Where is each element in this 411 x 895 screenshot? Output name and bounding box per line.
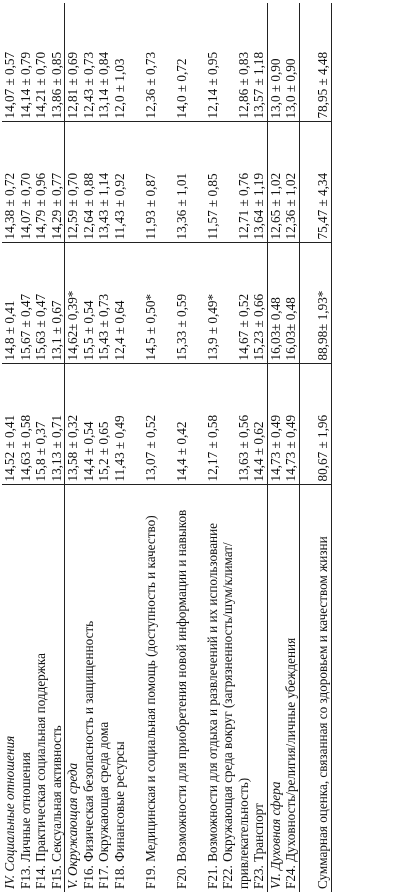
- value-cell-col1: 14,73 ± 0,49: [283, 364, 299, 485]
- value-cell-col1: 13,63 ± 0,56: [220, 364, 251, 485]
- row-label: F13. Личные отношения: [17, 752, 33, 889]
- value-cell-col1: 13,13 ± 0,71: [49, 364, 65, 485]
- value-cell-col3: 12,71 ± 0,76: [220, 122, 251, 243]
- value-cell-col4: 12,81 ± 0,69: [65, 3, 81, 122]
- value-cell-col4: 14,07 ± 0,57: [2, 3, 18, 122]
- value-cell-col3: 14,29 ± 0,77: [49, 122, 65, 243]
- value-cell-col2: 88,98± 1,93*: [299, 243, 331, 364]
- value-cell-col4: 78,95 ± 4,48: [299, 3, 331, 122]
- table-row: [96, 3, 112, 892]
- table-row: [81, 3, 97, 892]
- table-row: [65, 3, 81, 892]
- value-cell-col4: 14,0 ± 0,72: [158, 3, 189, 122]
- row-label: F16. Физическая безопасность и защищенность: [80, 620, 96, 889]
- value-cell-col1: 13,58 ± 0,32: [65, 364, 81, 485]
- value-cell-col4: 12,14 ± 0,95: [189, 3, 220, 122]
- row-label: F15. Сексуальная активность: [48, 725, 64, 889]
- table-row: [189, 3, 220, 892]
- value-cell-col4: 14,21 ± 0,70: [33, 3, 49, 122]
- value-cell-col3: 11,43 ± 0,92: [112, 122, 128, 243]
- table-row: [267, 3, 283, 892]
- value-cell-col4: 13,0 ± 0,90: [267, 3, 283, 122]
- value-cell-col1: 14,73 ± 0,49: [267, 364, 283, 485]
- row-label: F21. Возможности для отдыха и развлечений и их использование: [204, 522, 220, 889]
- value-cell-col2: 14,5 ± 0,50*: [127, 243, 158, 364]
- value-cell-col2: 13,9 ± 0,49*: [189, 243, 220, 364]
- value-cell-col1: 15,8 ± 0,37: [33, 364, 49, 485]
- value-cell-col3: 12,64 ± 0,88: [81, 122, 97, 243]
- value-cell-col1: 14,52 ± 0,41: [2, 364, 18, 485]
- quality-of-life-table: [2, 3, 332, 892]
- value-cell-col2: 14,62± 0,39*: [65, 243, 81, 364]
- value-cell-col4: 13,86 ± 0,85: [49, 3, 65, 122]
- value-cell-col2: 15,43 ± 0,73: [96, 243, 112, 364]
- value-cell-col1: 14,4 ± 0,62: [251, 364, 267, 485]
- value-cell-col4: 12,0 ± 1,03: [112, 3, 128, 122]
- value-cell-col4: 13,57 ± 1,18: [251, 3, 267, 122]
- table-body: [2, 3, 331, 892]
- value-cell-col2: 15,63 ± 0,47: [33, 243, 49, 364]
- value-cell-col1: 15,2 ± 0,65: [96, 364, 112, 485]
- row-label: VI. Духовная сфера: [267, 485, 283, 892]
- value-cell-col3: 12,65 ± 1,02: [267, 122, 283, 243]
- value-cell-col4: 12,86 ± 0,83: [220, 3, 251, 122]
- value-cell-col2: 13,1 ± 0,67: [49, 243, 65, 364]
- value-cell-col2: 16,03± 0,48: [283, 243, 299, 364]
- row-label: IV. Социальные отношения: [2, 735, 17, 889]
- value-cell-col1: 12,17 ± 0,58: [189, 364, 220, 485]
- value-cell-col3: 13,43 ± 1,14: [96, 122, 112, 243]
- table-row: [33, 3, 49, 892]
- row-label: F24. Духовность/религия/личные убеждения: [283, 637, 298, 889]
- value-cell-col3: 14,79 ± 0,96: [33, 122, 49, 243]
- value-cell-col2: 15,5 ± 0,54: [81, 243, 97, 364]
- table-row: [49, 3, 65, 892]
- row-label: Суммарная оценка, связанная со здоровьем и качеством жизни: [299, 485, 331, 892]
- row-label: F17. Окружающая среда дома: [96, 721, 111, 889]
- value-cell-col3: 14,38 ± 0,72: [2, 122, 18, 243]
- value-cell-col4: 14,14 ± 0,79: [18, 3, 34, 122]
- value-cell-col4: 12,43 ± 0,73: [81, 3, 97, 122]
- value-cell-col2: 12,4 ± 0,64: [112, 243, 128, 364]
- row-label: F14. Практическая социальная поддержка: [33, 653, 48, 889]
- row-label: V. Окружающая среда: [65, 485, 81, 892]
- value-cell-col2: 16,03± 0,48: [267, 243, 283, 364]
- value-cell-col3: 14,07 ± 0,70: [18, 122, 34, 243]
- table-row: [251, 3, 267, 892]
- value-cell-col1: 11,43 ± 0,49: [112, 364, 128, 485]
- value-cell-col3: 13,64 ± 1,19: [251, 122, 267, 243]
- table-row: [283, 3, 299, 892]
- value-cell-col3: 11,93 ± 0,87: [127, 122, 158, 243]
- value-cell-col2: 15,33 ± 0,59: [158, 243, 189, 364]
- value-cell-col1: 14,4 ± 0,54: [81, 364, 97, 485]
- value-cell-col4: 12,36 ± 0,73: [127, 3, 158, 122]
- value-cell-col3: 11,57 ± 0,85: [189, 122, 220, 243]
- row-label: F19. Медицинская и социальная помощь (доступность и качество): [142, 515, 158, 889]
- value-cell-col3: 12,59 ± 0,70: [65, 122, 81, 243]
- value-cell-col1: 14,63 ± 0,58: [18, 364, 34, 485]
- value-cell-col2: 15,23 ± 0,66: [251, 243, 267, 364]
- value-cell-col1: 80,67 ± 1,96: [299, 364, 331, 485]
- value-cell-col4: 13,0 ± 0,90: [283, 3, 299, 122]
- value-cell-col2: 14,67 ± 0,52: [220, 243, 251, 364]
- value-cell-col4: 13,14 ± 0,84: [96, 3, 112, 122]
- table-row: [299, 3, 331, 892]
- table-row: [18, 3, 34, 892]
- table-row: [158, 3, 189, 892]
- value-cell-col1: 13,07 ± 0,52: [127, 364, 158, 485]
- value-cell-col3: 12,36 ± 1,02: [283, 122, 299, 243]
- value-cell-col2: 14,8 ± 0,41: [2, 243, 18, 364]
- row-label: F20. Возможности для приобретения новой информации и навыков: [173, 509, 189, 889]
- table-row: [127, 3, 158, 892]
- value-cell-col3: 75,47 ± 4,34: [299, 122, 331, 243]
- value-cell-col2: 15,67 ± 0,47: [18, 243, 34, 364]
- table-row: [220, 3, 251, 892]
- row-label: F22. Окружающая среда вокруг (загрязненность/шум/климат/привлекательность): [220, 542, 251, 889]
- row-label: F18. Финансовые ресурсы: [111, 741, 127, 889]
- value-cell-col1: 14,4 ± 0,42: [158, 364, 189, 485]
- table-row: [112, 3, 128, 892]
- table-row: [2, 3, 18, 892]
- row-label: F23. Транспорт: [251, 803, 266, 889]
- value-cell-col3: 13,36 ± 1,01: [158, 122, 189, 243]
